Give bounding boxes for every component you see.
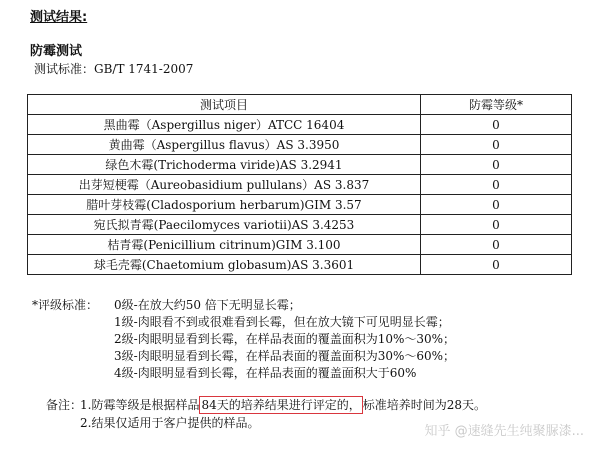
- cell-grade: 0: [421, 155, 572, 175]
- grade-level-1: 1级-肉眼看不到或很难看到长霉，但在放大镜下可见明显长霉；: [114, 315, 450, 329]
- results-heading: 测试结果:: [30, 10, 88, 25]
- cell-grade: 0: [421, 135, 572, 155]
- remark-1-highlight: 84天的培养结果进行评定的，: [201, 398, 361, 412]
- table-row: [28, 155, 572, 175]
- grade-level-0: 0级-在放大约50 倍下无明显长霉；: [114, 298, 301, 312]
- table-row: [28, 255, 572, 275]
- cell-item: 黄曲霉（Aspergillus flavus）AS 3.3950: [28, 135, 421, 155]
- grade-level-4: 4级-肉眼明显看到长霉，在样品表面的覆盖面积大于60%: [114, 366, 417, 380]
- table-row: [28, 215, 572, 235]
- cell-item: 桔青霉(Penicillium citrinum)GIM 3.100: [28, 235, 421, 255]
- cell-item: 出芽短梗霉（Aureobasidium pullulans）AS 3.837: [28, 175, 421, 195]
- remark-1-end: 标准培养时间为28天。: [362, 398, 487, 412]
- cell-grade: 0: [421, 175, 572, 195]
- cell-item: 宛氏拟青霉(Paecilomyces variotii)AS 3.4253: [28, 215, 421, 235]
- table-row: [28, 175, 572, 195]
- cell-grade: 0: [421, 115, 572, 135]
- mold-test-heading: 防霉测试: [30, 44, 83, 59]
- remark-1: [80, 396, 486, 413]
- table-row: [28, 235, 572, 255]
- remarks-label: 备注：: [46, 398, 83, 412]
- source-watermark: 知乎 @速缝先生纯聚脲漆...: [424, 424, 584, 439]
- remark-1-start: 1.防霉等级是根据样品: [80, 398, 200, 412]
- cell-item: 腊叶芽枝霉(Cladosporium herbarum)GIM 3.57: [28, 195, 421, 215]
- table-row: [28, 115, 572, 135]
- cell-grade: 0: [421, 235, 572, 255]
- table-row: [28, 135, 572, 155]
- test-standard: 测试标准：GB/T 1741-2007: [34, 62, 194, 76]
- table-header-row: [28, 95, 572, 115]
- cell-grade: 0: [421, 195, 572, 215]
- remark-2: 2.结果仅适用于客户提供的样品。: [80, 416, 260, 430]
- grade-level-3: 3级-肉眼明显看到长霉，在样品表面的覆盖面积为30%～60%；: [114, 349, 456, 363]
- mold-results-table: [27, 94, 572, 275]
- cell-grade: 0: [421, 215, 572, 235]
- table-row: [28, 195, 572, 215]
- cell-item: 黑曲霉（Aspergillus niger）ATCC 16404: [28, 115, 421, 135]
- cell-item: 绿色木霉(Trichoderma viride)AS 3.2941: [28, 155, 421, 175]
- cell-grade: 0: [421, 255, 572, 275]
- header-test-item: 测试项目: [28, 95, 421, 115]
- grade-level-2: 2级-肉眼明显看到长霉，在样品表面的覆盖面积为10%～30%；: [114, 332, 456, 346]
- grading-label: *评级标准：: [32, 298, 99, 312]
- cell-item: 球毛壳霉(Chaetomium globasum)AS 3.3601: [28, 255, 421, 275]
- header-grade: 防霉等级*: [421, 95, 572, 115]
